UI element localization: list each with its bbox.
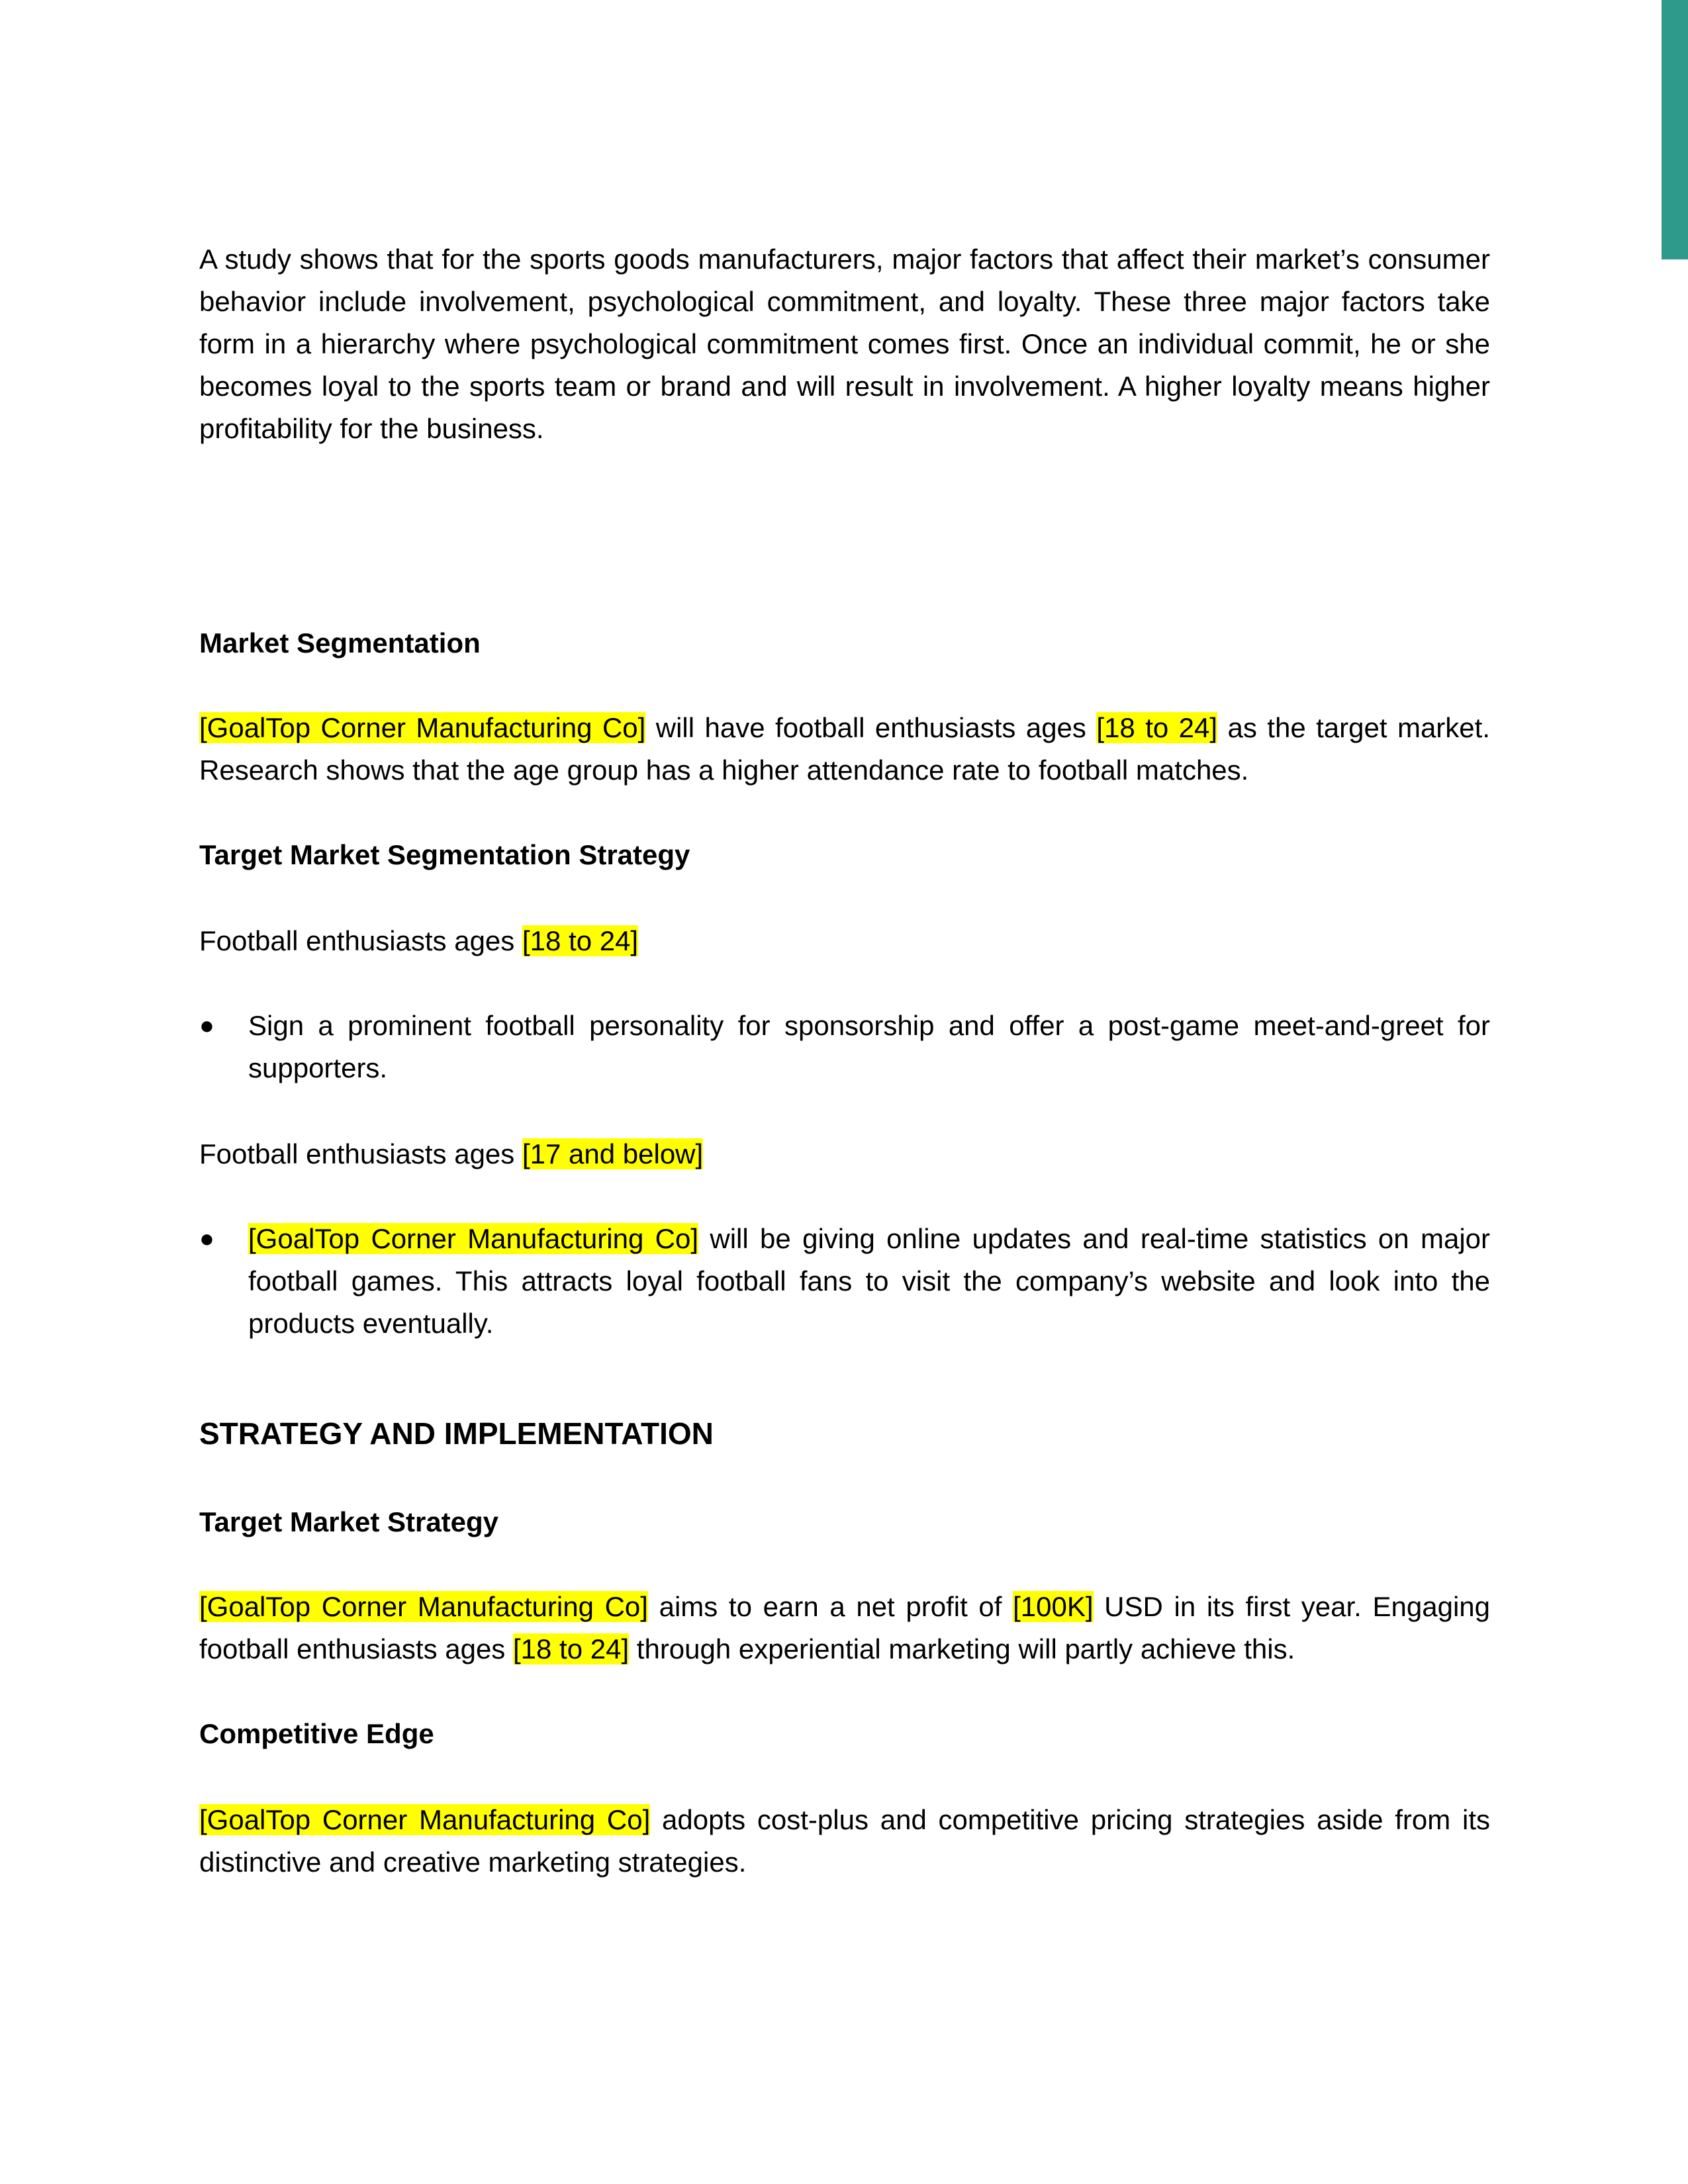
strategy-heading: STRATEGY AND IMPLEMENTATION [199,1416,714,1451]
age-range-placeholder: [18 to 24] [512,1633,630,1664]
bullet-text: Sign a prominent football personality for sponsorship and offer a post-game meet-and-greet for supporters. [248,1010,1490,1083]
target-market-strategy-heading: Target Market Strategy [199,1506,499,1537]
paragraph-text: as the target market. Research shows that the age group has a higher attendance rate to football matches. [199,712,1490,786]
paragraph-text: aims to earn a net profit of [647,1591,1013,1622]
paragraph-text: USD in its first year. Engaging football enthusiasts ages [199,1591,1490,1664]
list-item [199,1218,1490,1345]
bullet-text [248,1218,1490,1345]
group2-label [199,1133,1490,1175]
target-market-strategy-paragraph [199,1586,1490,1670]
market-segmentation-heading: Market Segmentation [199,627,481,659]
age-range-placeholder: [18 to 24] [522,925,639,956]
list-item [199,1005,1490,1089]
company-placeholder: [GoalTop Corner Manufacturing Co] [199,712,646,743]
target-segmentation-heading: Target Market Segmentation Strategy [199,839,690,870]
age-range-placeholder: [17 and below] [522,1138,704,1169]
company-placeholder: [GoalTop Corner Manufacturing Co] [199,1591,648,1622]
company-placeholder: [GoalTop Corner Manufacturing Co] [248,1223,699,1254]
paragraph-text: through experiential marketing will partly achieve this. [629,1633,1295,1664]
accent-tab [1662,0,1688,259]
bullet-icon: ● [199,1012,214,1040]
age-range-placeholder: [18 to 24] [1096,712,1218,743]
market-segmentation-paragraph [199,707,1490,792]
paragraph-text: will have football enthusiasts ages [645,712,1097,743]
group-label-text: Football enthusiasts ages [199,925,522,956]
bullet-icon: ● [199,1225,214,1253]
competitive-edge-paragraph [199,1799,1490,1884]
company-placeholder: [GoalTop Corner Manufacturing Co] [199,1804,651,1835]
intro-paragraph: A study shows that for the sports goods manufacturers, major factors that affect their market’s consumer behavior include involvement, psychological commitment, and loyalty. These three major factors take form in a hierarchy where psychological commitment comes first. Once an individual commit, he or she becomes loyal to the sports team or brand and will result in involvement. A higher loyalty means higher profitability for the business. [199,244,1490,444]
group-label-text: Football enthusiasts ages [199,1138,522,1169]
group1-label [199,920,1490,962]
competitive-edge-heading: Competitive Edge [199,1718,434,1749]
profit-placeholder: [100K] [1013,1591,1094,1622]
paragraph-text: adopts cost-plus and competitive pricing strategies aside from its distinctive and creative marketing strategies. [199,1804,1490,1878]
paragraph-text: will be giving online updates and real-time statistics on major football games. This attracts loyal football fans to visit the company’s website and look into the products eventually. [248,1223,1491,1339]
